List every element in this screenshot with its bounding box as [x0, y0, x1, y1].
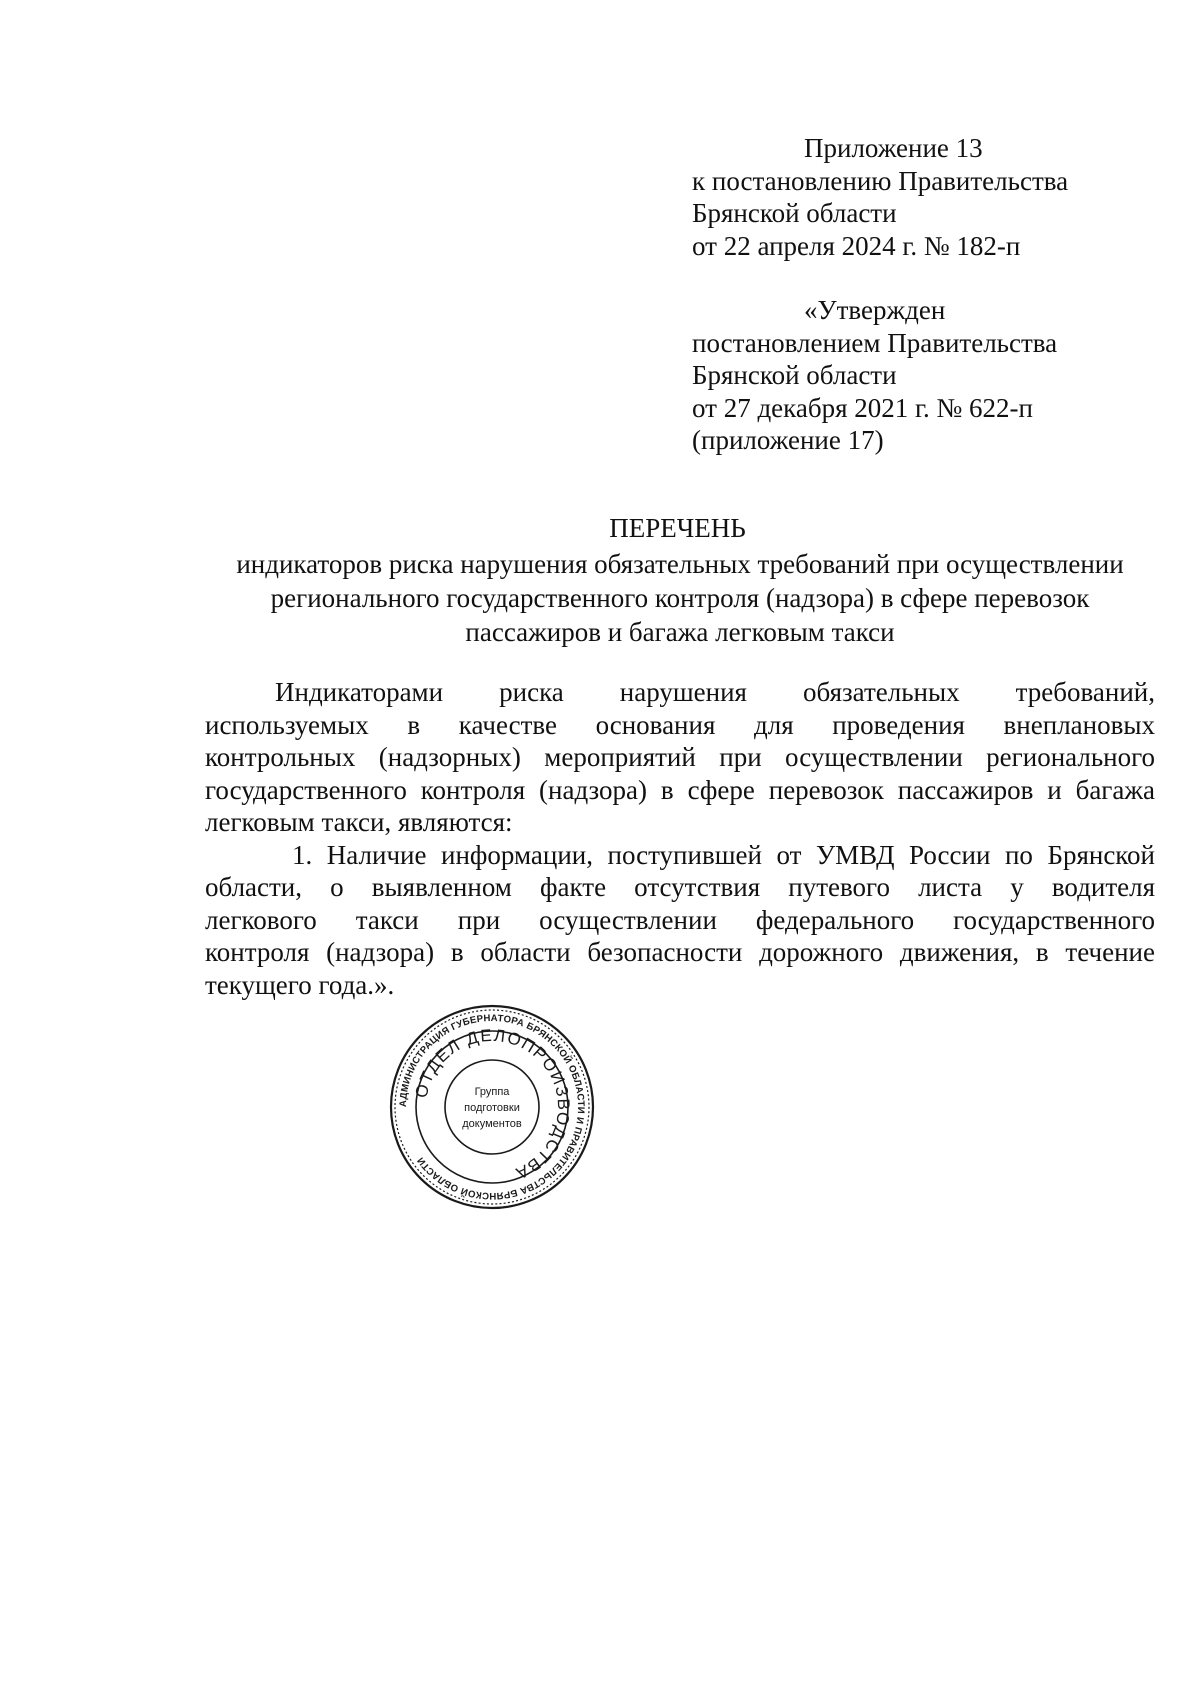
body-line: контроля (надзора) в области безопасности дорожного движения, в течение: [205, 937, 1155, 967]
body-line: 1. Наличие информации, поступившей от УМВД России по Брянской: [292, 839, 1155, 870]
subtitle-line: пассажиров и багажа легковым такси: [465, 617, 895, 647]
stamp-center-line: Группа: [474, 1086, 510, 1098]
document-subtitle: [205, 547, 1155, 649]
stamp-seal-icon: [388, 1003, 596, 1211]
approval-ref-line: постановлением Правительства: [692, 327, 1058, 358]
stamp-inner-text: ОТДЕЛ ДЕЛОПРОИЗВОДСТВА: [411, 1025, 574, 1184]
body-line: контрольных (надзорных) мероприятий при осуществлении регионального: [205, 742, 1155, 772]
stamp-center-line: документов: [462, 1118, 522, 1130]
approval-block: [692, 294, 1057, 457]
document-title: ПЕРЕЧЕНЬ: [609, 513, 746, 543]
appendix-number: Приложение 13: [804, 133, 983, 163]
approval-word: «Утвержден: [804, 295, 946, 325]
office-stamp: [388, 1003, 596, 1211]
body-line: государственного контроля (надзора) в сфере перевозок пассажиров и багажа: [205, 774, 1155, 805]
body-line: легкового такси при осуществлении федерального государственного: [205, 904, 1155, 935]
approval-appendix-line: (приложение 17): [692, 425, 884, 455]
stamp-outer-text: АДМИНИСТРАЦИЯ ГУБЕРНАТОРА БРЯНСКОЙ ОБЛАСТИ И ПРАВИТЕЛЬСТВА БРЯНСКОЙ ОБЛАСТИ: [397, 1012, 587, 1202]
body-line: Индикаторами риска нарушения обязательных требований,: [275, 677, 1155, 707]
subtitle-line: индикаторов риска нарушения обязательных требований при осуществлении: [236, 549, 1124, 579]
appendix-header: [692, 132, 1068, 262]
body-line: легковым такси, являются:: [205, 807, 513, 837]
body-line: области, о выявленном факте отсутствия путевого листа у водителя: [205, 872, 1155, 902]
document-body: [205, 676, 1155, 1001]
stamp-center-line: подготовки: [464, 1102, 520, 1114]
approval-date-line: от 27 декабря 2021 г. № 622-п: [692, 392, 1033, 423]
appendix-date-line: от 22 апреля 2024 г. № 182-п: [692, 230, 1021, 261]
approval-region-line: Брянской области: [692, 360, 897, 390]
appendix-region-line: Брянской области: [692, 198, 897, 228]
body-line: текущего года.».: [205, 969, 395, 1000]
subtitle-line: регионального государственного контроля (надзора) в сфере перевозок: [270, 583, 1090, 613]
appendix-ref-line: к постановлению Правительства: [692, 165, 1069, 196]
body-line: используемых в качестве основания для проведения внеплановых: [205, 709, 1155, 740]
